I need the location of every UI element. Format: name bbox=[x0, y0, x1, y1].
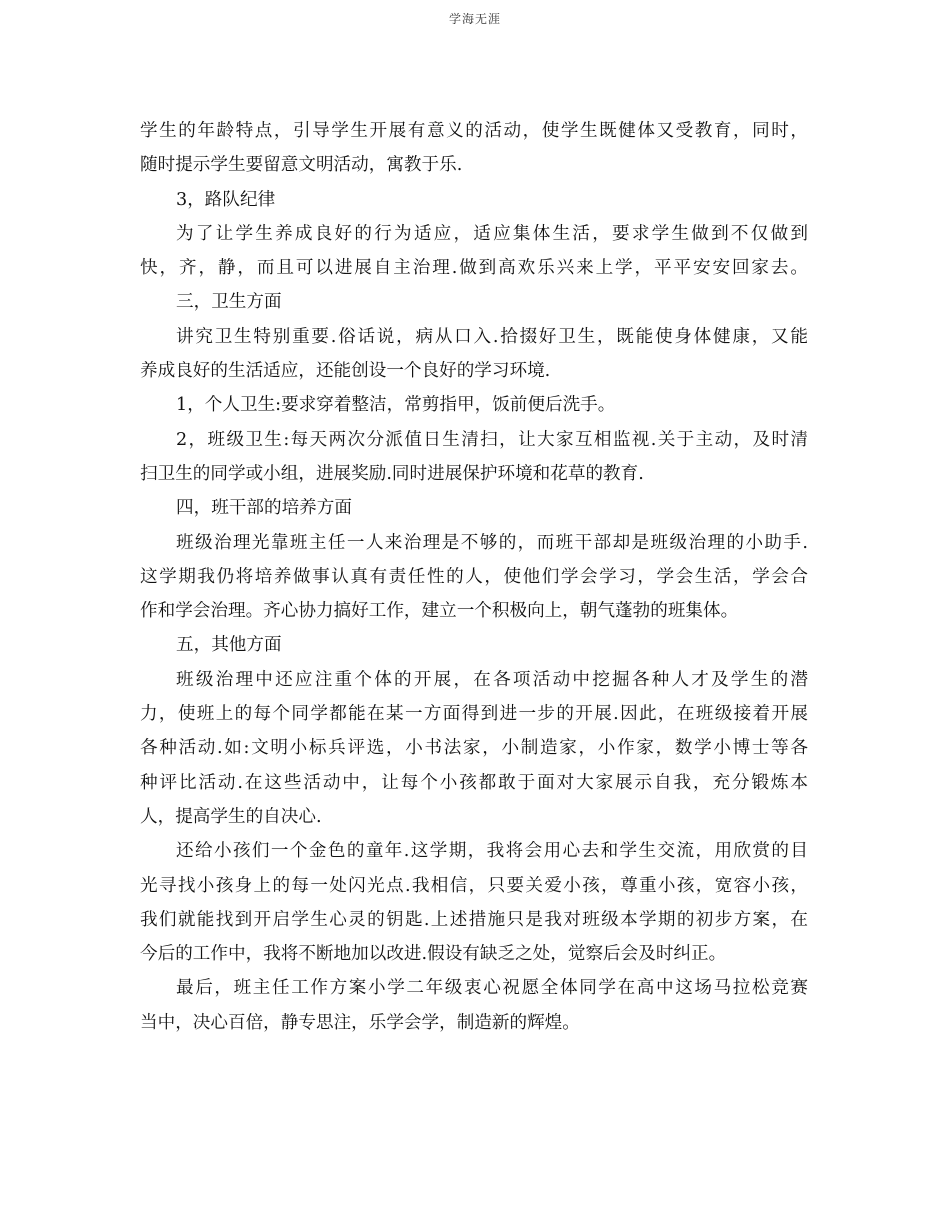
body-line-20: 种评比活动.在这些活动中，让每个小孩都敢于面对大家展示自我，充分锻炼本 bbox=[140, 772, 808, 793]
section-heading-route-discipline: 3，路队纪律 bbox=[176, 189, 276, 210]
page-header: 学海无涯 bbox=[448, 12, 501, 26]
body-line-27: 当中，决心百倍，静专思注，乐学会学，制造新的辉煌。 bbox=[140, 1012, 580, 1033]
body-line-26: 最后，班主任工作方案小学二年级衷心祝愿全体同学在高中这场马拉松竞赛 bbox=[176, 978, 808, 999]
body-line-23: 光寻找小孩身上的每一处闪光点.我相信，只要关爱小孩，尊重小孩，宽容小孩， bbox=[140, 875, 808, 896]
body-line-10: 2，班级卫生:每天两次分派值日生清扫，让大家互相监视.关于主动，及时清 bbox=[176, 429, 808, 450]
body-line-18: 力，使班上的每个同学都能在某一方面得到进一步的开展.因此，在班级接着开展 bbox=[140, 704, 808, 725]
section-heading-hygiene: 三，卫生方面 bbox=[176, 292, 282, 313]
section-heading-class-cadres: 四，班干部的培养方面 bbox=[176, 498, 352, 519]
body-line-21: 人，提高学生的自决心. bbox=[140, 806, 322, 827]
body-line-2: 随时提示学生要留意文明活动，寓教于乐. bbox=[140, 155, 463, 176]
body-line-24: 我们就能找到开启学生心灵的钥匙.上述措施只是我对班级本学期的初步方案，在 bbox=[140, 909, 808, 930]
body-line-17: 班级治理中还应注重个体的开展，在各项活动中挖掘各种人才及学生的潜 bbox=[176, 669, 808, 690]
body-line-25: 今后的工作中，我将不断地加以改进.假设有缺乏之处，觉察后会及时纠正。 bbox=[140, 944, 727, 965]
section-heading-other: 五，其他方面 bbox=[176, 635, 282, 656]
body-line-8: 养成良好的生活适应，还能创设一个良好的学习环境. bbox=[140, 361, 551, 382]
body-line-14: 这学期我仍将培养做事认真有责任性的人，使他们学会学习，学会生活，学会合 bbox=[140, 566, 808, 587]
body-line-22: 还给小孩们一个金色的童年.这学期，我将会用心去和学生交流，用欣赏的目 bbox=[176, 841, 808, 862]
body-line-13: 班级治理光靠班主任一人来治理是不够的，而班干部却是班级治理的小助手. bbox=[176, 532, 808, 553]
body-line-9: 1，个人卫生:要求穿着整洁，常剪指甲，饭前便后洗手。 bbox=[176, 395, 616, 416]
document-body bbox=[140, 114, 808, 1040]
body-line-7: 讲究卫生特别重要.俗话说，病从口入.拾掇好卫生，既能使身体健康，又能 bbox=[176, 326, 808, 347]
body-line-15: 作和学会治理。齐心协力搞好工作，建立一个积极向上，朝气蓬勃的班集体。 bbox=[140, 601, 739, 622]
body-line-11: 扫卫生的同学或小组，进展奖励.同时进展保护环境和花草的教育. bbox=[140, 463, 644, 484]
body-line-1: 学生的年龄特点，引导学生开展有意义的活动，使学生既健体又受教育，同时， bbox=[140, 121, 808, 141]
body-line-5: 快，齐，静，而且可以进展自主治理.做到高欢乐兴来上学，平平安安回家去。 bbox=[140, 258, 808, 279]
body-line-19: 各种活动.如:文明小标兵评选，小书法家，小制造家，小作家，数学小博士等各 bbox=[140, 738, 808, 759]
body-line-4: 为了让学生养成良好的行为适应，适应集体生活，要求学生做到不仅做到 bbox=[176, 223, 808, 244]
